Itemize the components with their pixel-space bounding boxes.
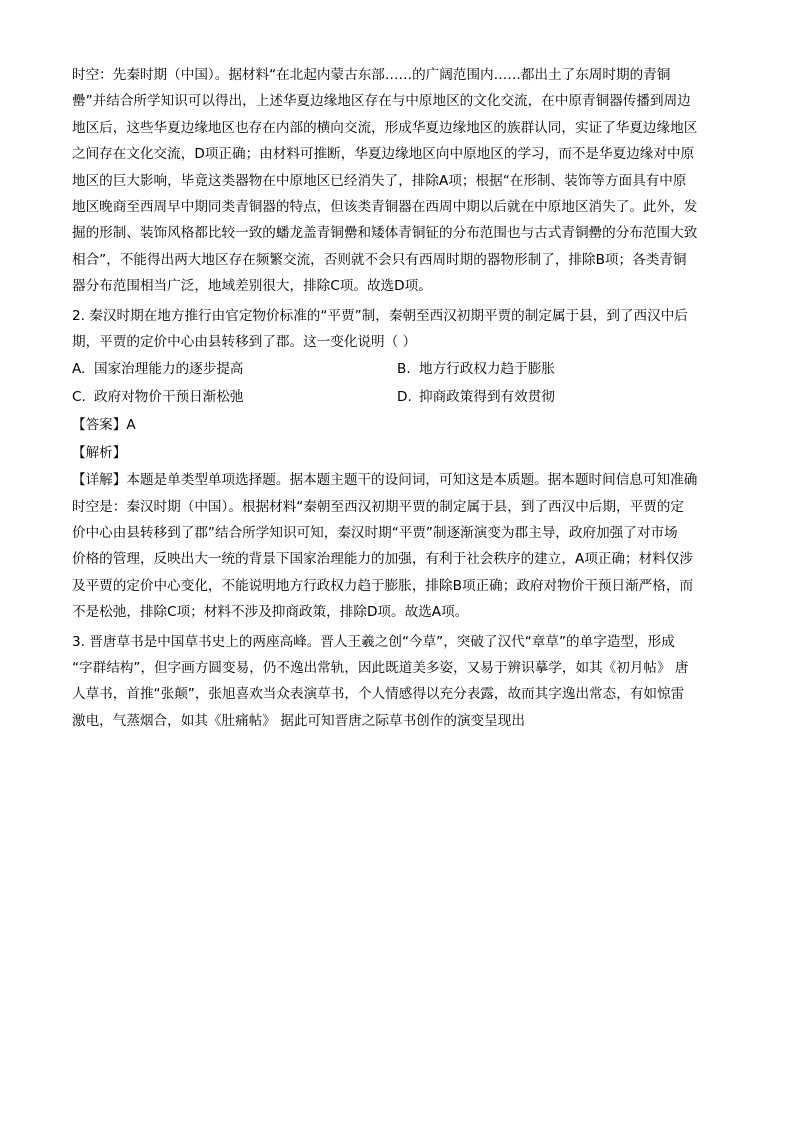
text-line: 地区晚商至西周早中期同类青铜器的特点，但该类青铜器在西周中期以后就在中原地区消失了。此外，发: [72, 198, 698, 215]
question-stem-line: 3. 晋唐草书是中国草书史上的两座高峰。晋人王羲之创“今草”，突破了汉代“章草”的单字造型，形成: [72, 633, 675, 650]
option-a: [72, 355, 397, 383]
options-row: [72, 383, 728, 411]
option-c: [72, 383, 397, 411]
question-2: [72, 303, 728, 626]
text-line: 之间存在文化交流，D项正确；由材料可推断，华夏边缘地区向中原地区的学习，而不是华夏边缘对中原: [72, 146, 695, 163]
question-stem-line: 人草书，首推“张颠”，张旭喜欢当众表演草书，个人情感得以充分表露，故而其字逸出常态，有如惊雷: [72, 686, 685, 703]
q1-explanation-continued: [72, 62, 728, 300]
option-letter: B.: [397, 361, 411, 378]
option-letter: A.: [72, 361, 86, 378]
answer-label: 【答案】A: [72, 417, 136, 434]
text-line: 地区的巨大影响，毕竟这类器物在中原地区已经消失了，排除A项；根据“在形制、装饰等方面具有中原: [72, 172, 687, 189]
options-row: [72, 355, 728, 383]
question-stem-line: 激电，气蒸烟合，如其《肚痛帖》 据此可知晋唐之际草书创作的演变呈现出: [72, 712, 525, 729]
explanation-line: 时空是：秦汉时期（中国）。根据材料“秦朝至西汉初期平贾的制定属于县，到了西汉中后期，平贾的定: [72, 498, 684, 515]
document-page: [72, 62, 728, 734]
explanation-line: 及平贾的定价中心变化，不能说明地方行政权力趋于膨胀，排除B项正确；政府对物价干预日渐严格，而: [72, 577, 694, 594]
option-text: 政府对物价干预日渐松弛: [94, 389, 244, 406]
text-line: 掘的形制、装饰风格都比较一致的蟠龙盖青铜罍和矮体青铜钲的分布范围也与古式青铜罍的分布范围大致: [72, 225, 698, 242]
question-3: [72, 629, 728, 735]
option-letter: D.: [397, 389, 412, 406]
option-b: [397, 355, 722, 383]
option-text: 地方行政权力趋于膨胀: [419, 361, 555, 378]
analysis-label: 【解析】: [72, 445, 127, 462]
explanation-line: 价格的管理，反映出大一统的背景下国家治理能力的加强，有利于社会秩序的建立，A项正确；材料仅涉: [72, 551, 694, 568]
text-line: 时空：先秦时期（中国）。据材料“在北起内蒙古东部……的广阔范围内……都出土了东周时期的青铜: [72, 67, 671, 83]
option-letter: C.: [72, 389, 86, 406]
text-line: 罍”并结合所学知识可以得出，上述华夏边缘地区存在与中原地区的文化交流，在中原青铜器传播到周边: [72, 93, 691, 110]
explanation-line: 价中心由县转移到了郡”结合所学知识可知，秦汉时期“平贾”制逐渐演变为郡主导，政府加强了对市场: [72, 525, 678, 542]
option-text: 抑商政策得到有效贯彻: [419, 389, 555, 406]
text-line: 相合”，不能得出两大地区存在频繁交流，否则就不会只有西周时期的器物形制了，排除B项；各类青铜: [72, 251, 687, 268]
explanation-line: 【详解】本题是单类型单项选择题。据本题主题干的设问词，可知这是本质题。据本题时间信息可知准确: [72, 472, 698, 489]
option-d: [397, 383, 722, 411]
question-stem-line: 期，平贾的定价中心由县转移到了郡。这一变化说明（ ）: [72, 333, 417, 350]
option-text: 国家治理能力的逐步提高: [94, 361, 244, 378]
explanation-line: 不是松弛，排除C项；材料不涉及抑商政策，排除D项。故选A项。: [72, 604, 469, 621]
question-stem-line: 2. 秦汉时期在地方推行由官定物价标准的“平贾”制，秦朝至西汉初期平贾的制定属于县，到了西汉中后: [72, 307, 688, 324]
question-stem-line: “字群结构”，但字画方圆变易，仍不逸出常轨，因此既道美多姿，又易于辨识摹学，如其《初月帖》 唐: [72, 660, 689, 677]
text-line: 器分布范围相当广泛，地域差别很大，排除C项。故选D项。: [72, 278, 432, 295]
text-line: 地区后，这些华夏边缘地区也存在内部的横向交流，形成华夏边缘地区的族群认同，实证了华夏边缘地区: [72, 119, 698, 136]
